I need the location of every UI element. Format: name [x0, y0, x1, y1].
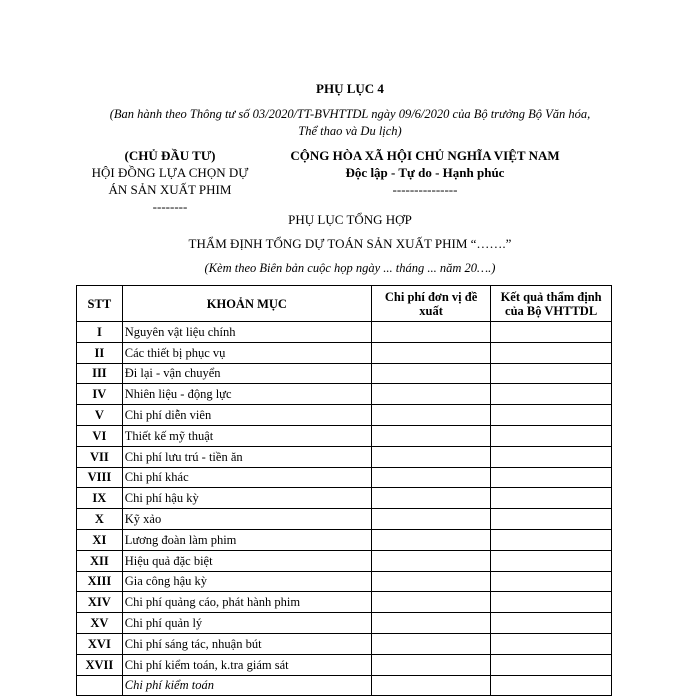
table-row — [77, 550, 612, 571]
row-stt: VIII — [77, 467, 123, 488]
table-row — [77, 405, 612, 426]
row-proposed-cost-cell — [371, 446, 490, 467]
row-proposed-cost-cell — [371, 529, 490, 550]
header-stt: STT — [77, 286, 123, 322]
row-item: Nguyên vật liệu chính — [122, 322, 371, 343]
row-proposed-cost-cell — [371, 571, 490, 592]
table-row — [77, 509, 612, 530]
row-stt: I — [77, 322, 123, 343]
summary-subtitle: PHỤ LỤC TỔNG HỢP — [288, 212, 412, 227]
row-stt: X — [77, 509, 123, 530]
row-item: Chi phí kiểm toán — [122, 675, 371, 696]
table-row — [77, 342, 612, 363]
row-proposed-cost-cell — [371, 384, 490, 405]
cost-table — [76, 285, 612, 696]
council-name-line1: HỘI ĐỒNG LỰA CHỌN DỰ — [91, 165, 249, 180]
national-motto: Độc lập - Tự do - Hạnh phúc — [345, 165, 505, 180]
row-stt — [77, 675, 123, 696]
row-proposed-cost-cell — [371, 467, 490, 488]
row-item: Kỹ xảo — [122, 509, 371, 530]
national-header-block — [270, 147, 580, 198]
table-row — [77, 529, 612, 550]
row-item: Lương đoàn làm phim — [122, 529, 371, 550]
row-appraisal-result-cell — [491, 550, 612, 571]
table-row — [77, 675, 612, 696]
row-appraisal-result-cell — [491, 529, 612, 550]
table-row — [77, 446, 612, 467]
row-proposed-cost-cell — [371, 633, 490, 654]
row-item: Chi phí kiểm toán, k.tra giám sát — [122, 654, 371, 675]
table-row — [77, 592, 612, 613]
row-stt: IX — [77, 488, 123, 509]
national-separator: --------------- — [392, 182, 458, 197]
row-stt: XVI — [77, 633, 123, 654]
row-appraisal-result-cell — [491, 592, 612, 613]
row-item: Chi phí diễn viên — [122, 405, 371, 426]
issued-note-line2: Thể thao và Du lịch) — [298, 124, 402, 138]
table-row — [77, 425, 612, 446]
row-item: Chi phí sáng tác, nhuận bút — [122, 633, 371, 654]
row-appraisal-result-cell — [491, 446, 612, 467]
row-stt: XIV — [77, 592, 123, 613]
council-block — [70, 147, 270, 215]
header-appraisal-result: Kết quả thẩm định của Bộ VHTTDL — [491, 286, 612, 322]
row-proposed-cost-cell — [371, 425, 490, 446]
row-item: Thiết kế mỹ thuật — [122, 425, 371, 446]
row-stt: VII — [77, 446, 123, 467]
row-item: Chi phí lưu trú - tiền ăn — [122, 446, 371, 467]
row-proposed-cost-cell — [371, 613, 490, 634]
country-name: CỘNG HÒA XÃ HỘI CHỦ NGHĨA VIỆT NAM — [290, 148, 560, 163]
issued-note-line1: (Ban hành theo Thông tư số 03/2020/TT-BVHTTDL ngày 09/6/2020 của Bộ trưởng Bộ Văn hóa, — [109, 107, 591, 121]
row-item: Các thiết bị phục vụ — [122, 342, 371, 363]
row-stt: XI — [77, 529, 123, 550]
attached-note: (Kèm theo Biên bản cuộc họp ngày ... tháng ... năm 20….) — [204, 261, 496, 275]
council-separator: -------- — [152, 199, 188, 214]
row-item: Gia công hậu kỳ — [122, 571, 371, 592]
table-row — [77, 363, 612, 384]
row-stt: XII — [77, 550, 123, 571]
summary-main-title: THẨM ĐỊNH TỔNG DỰ TOÁN SẢN XUẤT PHIM “…….” — [188, 236, 512, 251]
row-appraisal-result-cell — [491, 488, 612, 509]
row-proposed-cost-cell — [371, 675, 490, 696]
row-stt: III — [77, 363, 123, 384]
investor-label: (CHỦ ĐẦU TƯ) — [124, 148, 216, 163]
row-appraisal-result-cell — [491, 654, 612, 675]
row-item: Hiệu quả đặc biệt — [122, 550, 371, 571]
row-proposed-cost-cell — [371, 592, 490, 613]
row-proposed-cost-cell — [371, 405, 490, 426]
appendix-title: PHỤ LỤC 4 — [316, 81, 384, 96]
row-item: Nhiên liệu - động lực — [122, 384, 371, 405]
row-stt: XVII — [77, 654, 123, 675]
issued-note — [80, 106, 620, 140]
row-item: Chi phí quản lý — [122, 613, 371, 634]
row-stt: XIII — [77, 571, 123, 592]
row-stt: XV — [77, 613, 123, 634]
table-row — [77, 571, 612, 592]
row-appraisal-result-cell — [491, 322, 612, 343]
row-appraisal-result-cell — [491, 342, 612, 363]
header-item: KHOẢN MỤC — [122, 286, 371, 322]
row-proposed-cost-cell — [371, 342, 490, 363]
row-appraisal-result-cell — [491, 363, 612, 384]
row-proposed-cost-cell — [371, 322, 490, 343]
row-item: Đi lại - vận chuyển — [122, 363, 371, 384]
table-row — [77, 613, 612, 634]
row-appraisal-result-cell — [491, 384, 612, 405]
table-row — [77, 384, 612, 405]
row-appraisal-result-cell — [491, 425, 612, 446]
row-stt: II — [77, 342, 123, 363]
row-item: Chi phí quảng cáo, phát hành phim — [122, 592, 371, 613]
row-appraisal-result-cell — [491, 633, 612, 654]
row-stt: VI — [77, 425, 123, 446]
row-stt: V — [77, 405, 123, 426]
row-proposed-cost-cell — [371, 509, 490, 530]
row-appraisal-result-cell — [491, 675, 612, 696]
row-appraisal-result-cell — [491, 571, 612, 592]
council-name-line2: ÁN SẢN XUẤT PHIM — [108, 182, 232, 197]
row-proposed-cost-cell — [371, 654, 490, 675]
row-appraisal-result-cell — [491, 405, 612, 426]
row-item: Chi phí hậu kỳ — [122, 488, 371, 509]
row-stt: IV — [77, 384, 123, 405]
row-proposed-cost-cell — [371, 363, 490, 384]
table-row — [77, 654, 612, 675]
row-appraisal-result-cell — [491, 613, 612, 634]
row-appraisal-result-cell — [491, 467, 612, 488]
table-body — [77, 322, 612, 696]
table-row — [77, 322, 612, 343]
table-row — [77, 633, 612, 654]
table-row — [77, 467, 612, 488]
table-row — [77, 488, 612, 509]
row-item: Chi phí khác — [122, 467, 371, 488]
row-proposed-cost-cell — [371, 550, 490, 571]
row-appraisal-result-cell — [491, 509, 612, 530]
header-proposed-cost: Chi phí đơn vị đề xuất — [371, 286, 490, 322]
table-header-row — [77, 286, 612, 322]
row-proposed-cost-cell — [371, 488, 490, 509]
